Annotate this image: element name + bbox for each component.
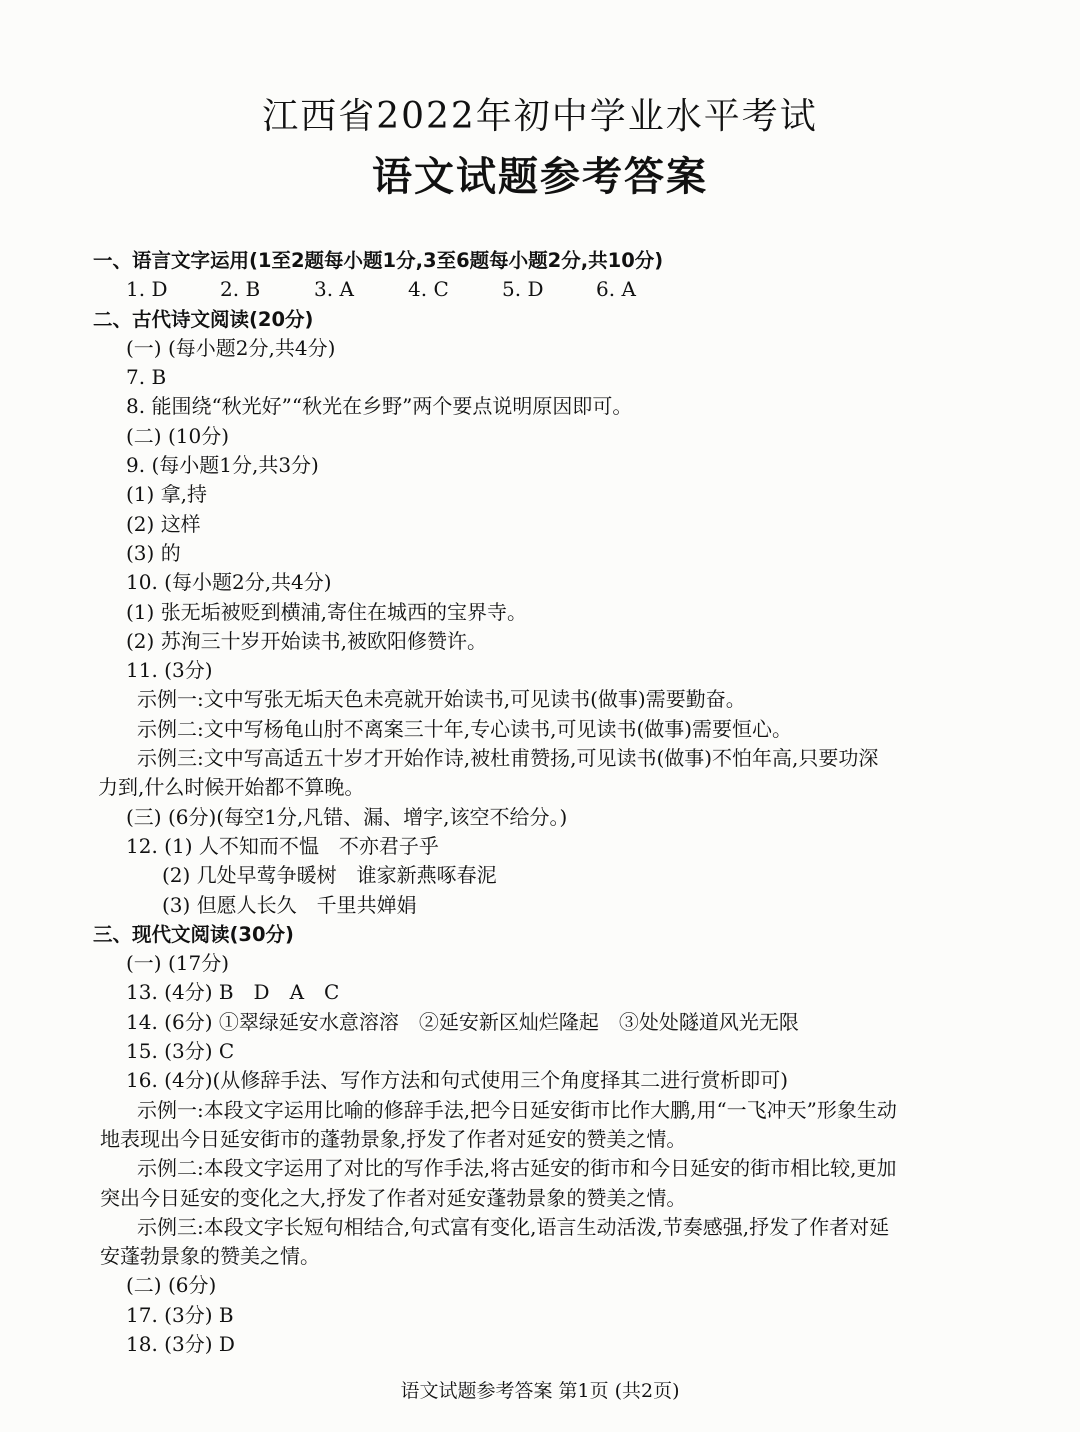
answer-line: 力到,什么时候开始都不算晚。 (98, 775, 365, 800)
answer-line: 12. (1) 人不知而不愠 不亦君子乎 (126, 833, 439, 858)
answer-line: (三) (6分)(每空1分,凡错、漏、增字,该空不给分。) (126, 804, 568, 829)
answer-line: 15. (3分) C (126, 1039, 235, 1064)
answer-line: (3) 但愿人长久 千里共婵娟 (162, 892, 417, 917)
answer-line: 示例二:文中写杨龟山肘不离案三十年,专心读书,可见读书(做事)需要恒心。 (137, 716, 793, 741)
answer-line: (3) 的 (126, 540, 181, 565)
answer-line: (1) 拿,持 (126, 482, 208, 507)
choice-answer: 5. D (502, 277, 544, 302)
answer-line: (一) (每小题2分,共4分) (126, 335, 336, 360)
answer-line: 11. (3分) (126, 658, 213, 683)
answer-line: 地表现出今日延安街市的蓬勃景象,抒发了作者对延安的赞美之情。 (100, 1126, 687, 1151)
answer-line (0, 275, 1080, 304)
answer-line: 示例一:本段文字运用比喻的修辞手法,把今日延安街市比作大鹏,用“一飞冲天”形象生动 (137, 1097, 897, 1122)
answer-line: (1) 张无垢被贬到横浦,寄住在城西的宝界寺。 (126, 599, 528, 624)
choice-answer: 4. C (408, 277, 449, 302)
section-heading: 三、现代文阅读(30分) (93, 922, 294, 946)
answer-line: 突出今日延安的变化之大,抒发了作者对延安蓬勃景象的赞美之情。 (100, 1185, 687, 1210)
answer-line: (2) 这样 (126, 511, 201, 536)
answer-line: 9. (每小题1分,共3分) (126, 453, 319, 478)
answer-line: 示例一:文中写张无垢天色未亮就开始读书,可见读书(做事)需要勤奋。 (137, 687, 746, 712)
answer-line: (一) (17分) (126, 951, 230, 976)
choice-answer: 6. A (596, 277, 636, 302)
answer-line: 示例三:本段文字长短句相结合,句式富有变化,语言生动活泼,节奏感强,抒发了作者对延 (137, 1214, 890, 1239)
section-heading: 一、语言文字运用(1至2题每小题1分,3至6题每小题2分,共10分) (93, 249, 664, 272)
answer-line: (2) 几处早莺争暖树 谁家新燕啄春泥 (162, 863, 497, 888)
answer-line: 16. (4分)(从修辞手法、写作方法和句式使用三个角度择其二进行赏析即可) (126, 1068, 789, 1093)
answer-line: 18. (3分) D (126, 1331, 235, 1356)
answer-line: 14. (6分) ①翠绿延安水意溶溶 ②延安新区灿烂隆起 ③处处隧道风光无限 (126, 1009, 799, 1034)
section-heading: 二、古代诗文阅读(20分) (93, 307, 314, 331)
answer-line: (2) 苏洵三十岁开始读书,被欧阳修赞许。 (126, 628, 488, 653)
answer-line: (二) (6分) (126, 1273, 217, 1298)
document-title: 江西省2022年初中学业水平考试 (262, 96, 818, 137)
answer-line: 8. 能围绕“秋光好”“秋光在乡野”两个要点说明原因即可。 (126, 394, 633, 419)
answer-line: 安蓬勃景象的赞美之情。 (100, 1244, 320, 1269)
answer-line: (二) (10分) (126, 423, 230, 448)
answer-line: 7. B (126, 365, 167, 390)
choice-answer: 2. B (220, 277, 261, 302)
answer-line: 17. (3分) B (126, 1302, 234, 1327)
answer-line: 13. (4分) B D A C (126, 980, 340, 1005)
answer-content (0, 246, 1080, 1359)
choice-answer: 3. A (314, 277, 354, 302)
page-footer: 语文试题参考答案 第1页 (共2页) (400, 1380, 680, 1402)
answer-line: 示例二:本段文字运用了对比的写作手法,将古延安的街市和今日延安的街市相比较,更加 (137, 1156, 897, 1181)
choice-answer: 1. D (126, 277, 168, 302)
answer-line: 10. (每小题2分,共4分) (126, 570, 332, 595)
answer-line: 示例三:文中写高适五十岁才开始作诗,被杜甫赞扬,可见读书(做事)不怕年高,只要功深 (137, 746, 879, 771)
document-subtitle: 语文试题参考答案 (372, 154, 708, 200)
